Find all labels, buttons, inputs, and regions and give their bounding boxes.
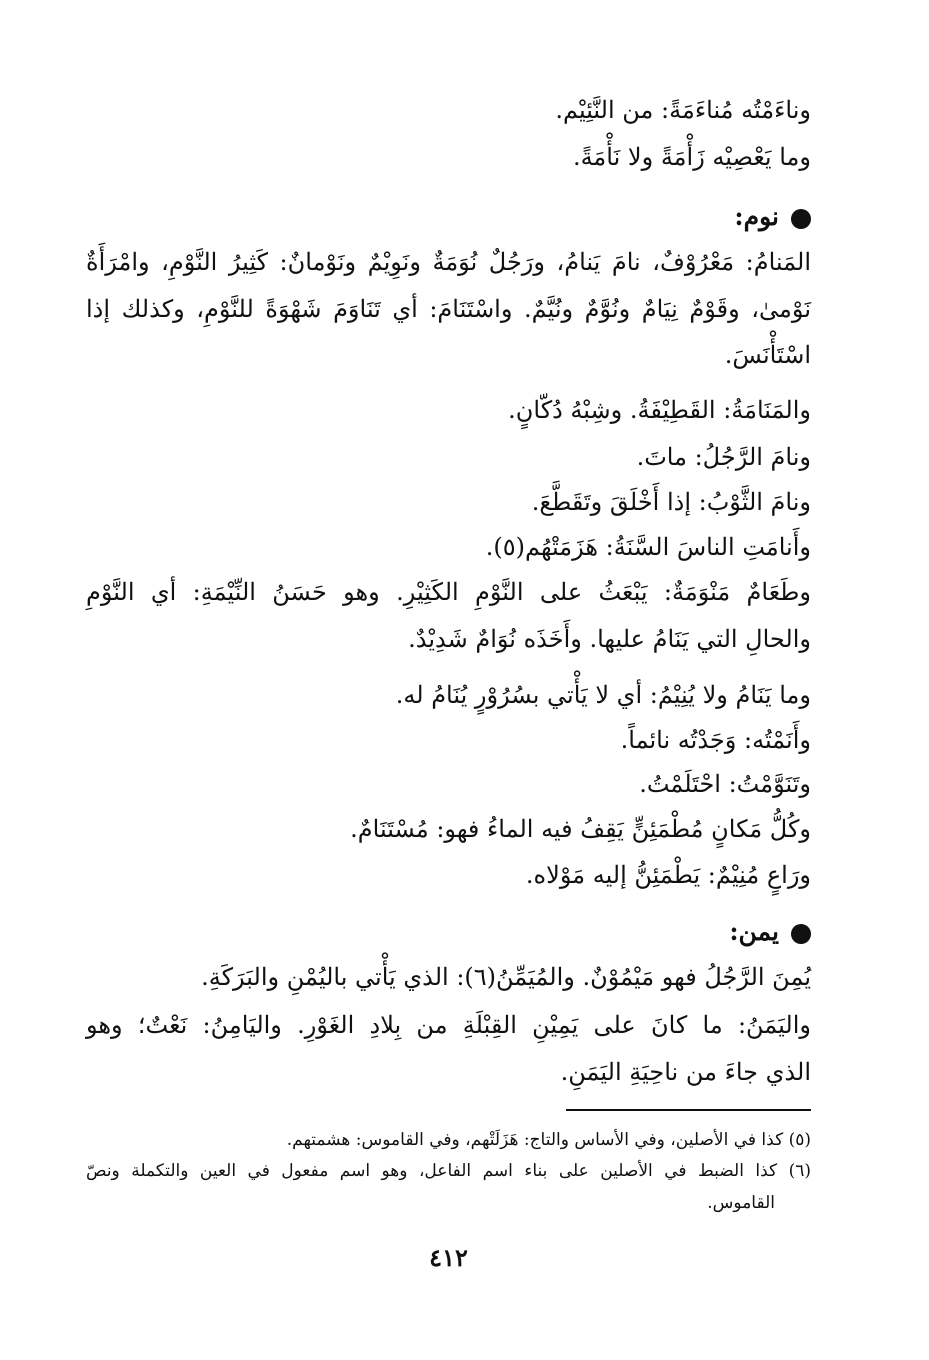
entry-heading-yumn — [86, 915, 811, 949]
entry-line: وكُلُّ مَكانٍ مُطْمَئِنٍّ يَقِفُ فيه الماءُ فهو: مُسْتَنَامٌ. — [350, 815, 811, 843]
page-number: ٤١٢ — [429, 1243, 468, 1272]
footnote: القاموس. — [707, 1193, 775, 1213]
paragraph-line: وطَعَامٌ مَنْوَمَةٌ: يَبْعَثُ على النَّوْمِ الكَثِيْرِ. وهو حَسَنُ النِّيْمَةِ: أي النَّوْمِ — [86, 578, 811, 606]
entry-line: وتَنَوَّمْتُ: احْتَلَمْتُ. — [639, 770, 811, 798]
paragraph-line: والحالِ التي يَنَامُ عليها. وأَخَذَه نُوَامٌ شَدِيْدٌ. — [408, 625, 811, 653]
entry-line: وأَنَمْتُه: وَجَدْتُه نائماً. — [620, 726, 811, 754]
paragraph-line: المَنامُ: مَعْرُوْفٌ، نامَ يَنامُ، ورَجُلٌ نُوَمَةٌ ونَوِيْمٌ ونَوْمانٌ: كَثِيرُ النَّوْمِ، وامْرَأَةٌ — [86, 248, 811, 276]
entry-line: يُمِنَ الرَّجُلُ فهو مَيْمُوْنٌ. والمُيَمِّنُ(٦): الذي يَأْتي باليُمْنِ والبَرَكَةِ. — [201, 963, 811, 991]
entry-line: وأَنامَتِ الناسَ السَّنَةُ: هَزَمَتْهُم(٥). — [485, 533, 811, 561]
dictionary-page — [86, 0, 811, 1360]
entry-line: والمَنَامَةُ: القَطِيْفَةُ. وشِبْهُ دُكّانٍ. — [508, 396, 811, 424]
entry-line: ونامَ الثَّوْبُ: إذا أَخْلَقَ وتَقَطَّعَ. — [531, 488, 811, 516]
footnote: (٦) كذا الضبط في الأصلين على بناء اسم الفاعل، وهو اسم مفعول في العين والتكملة ونصّ — [86, 1161, 811, 1181]
entry-line: وما يَعْصِيْه زَأْمَةً ولا نَأْمَةً. — [572, 143, 811, 171]
entry-heading-text: نوم: — [734, 202, 779, 231]
paragraph-line: اسْتَأْنَسَ. — [724, 341, 811, 369]
footnote-divider — [566, 1109, 811, 1111]
entry-line: ونامَ الرَّجُلُ: ماتَ. — [636, 443, 811, 471]
paragraph-line: الذي جاءَ من ناحِيَةِ اليَمَنِ. — [560, 1058, 811, 1086]
paragraph-line: واليَمَنُ: ما كانَ على يَمِيْنِ القِبْلَةِ من بِلادِ الغَوْرِ. واليَامِنُ: نَعْتٌ؛ وهو — [86, 1011, 811, 1039]
bullet-icon — [791, 209, 811, 229]
bullet-icon — [791, 924, 811, 944]
paragraph-line: نَوْمىٰ، وقَوْمٌ نِيَامٌ ونُوَّمٌ ونُيَّمٌ. واسْتَنَامَ: أي تَنَاوَمَ شَهْوَةً للنَّوْمِ، وكذلك إذا — [86, 295, 811, 323]
entry-heading-nawm — [86, 200, 811, 234]
entry-line: وما يَنَامُ ولا يُنِيْمُ: أي لا يَأْتي بسُرُوْرٍ يُنَامُ له. — [395, 681, 811, 709]
entry-heading-text: يمن: — [729, 917, 779, 946]
footnote: (٥) كذا في الأصلين، وفي الأساس والتاج: هَزَلَتْهم، وفي القاموس: هشمتهم. — [286, 1130, 811, 1150]
entry-line: ورَاعٍ مُنِيْمٌ: يَطْمَئِنُّ إليه مَوْلاه. — [525, 861, 811, 889]
entry-line: وناءَمْتُه مُناءَمَةً: من النَّئِيْم. — [555, 96, 811, 124]
